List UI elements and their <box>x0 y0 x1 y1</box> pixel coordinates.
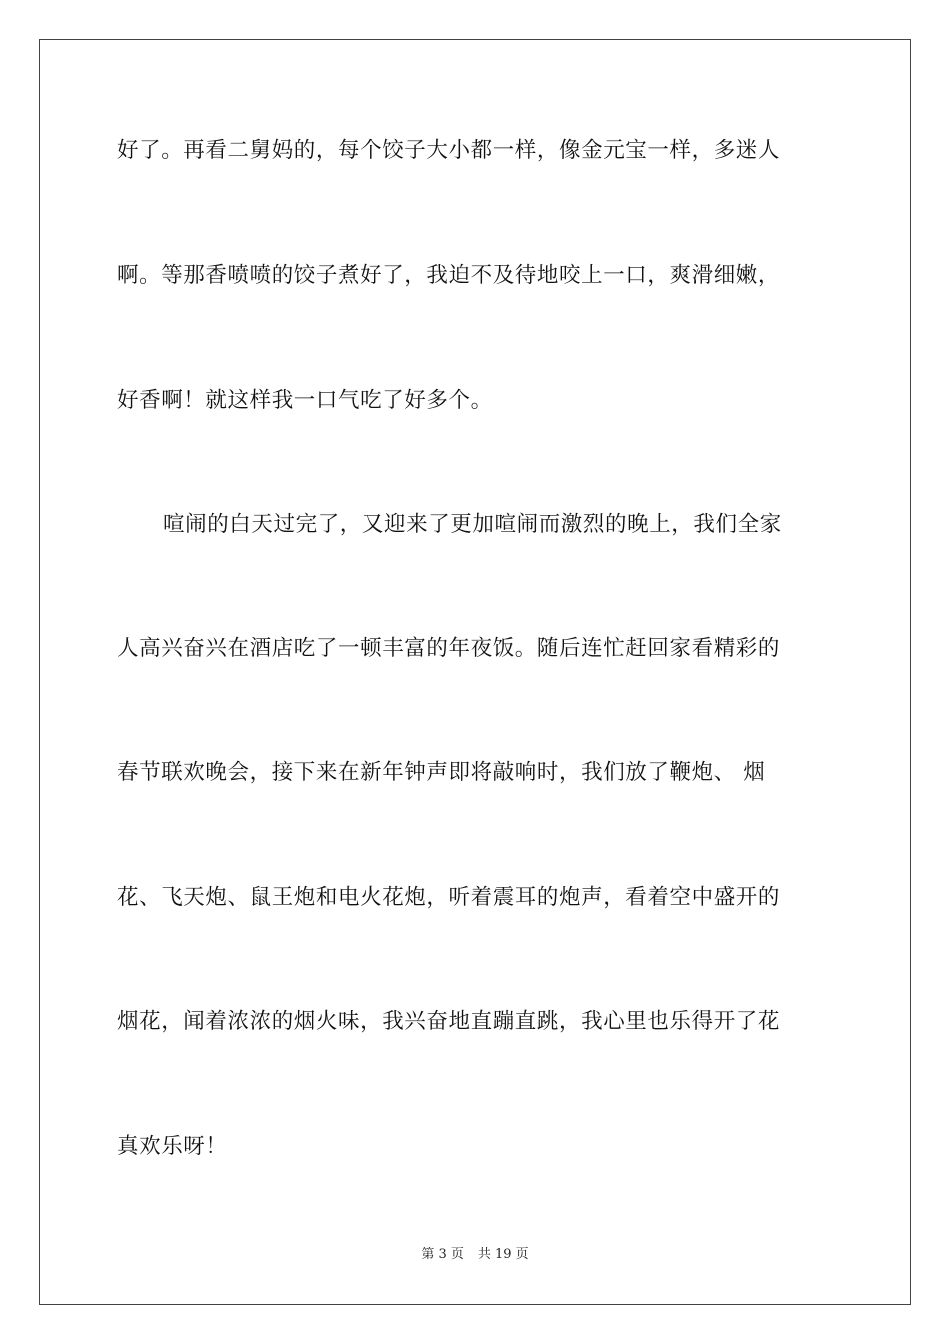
text-line: 真欢乐呀！ <box>117 1134 228 1159</box>
page-number: 第 3 页 <box>421 1247 464 1262</box>
page-border <box>39 39 911 1305</box>
text-line: 春节联欢晚会，接下来在新年钟声即将敲响时，我们放了鞭炮、 烟 <box>117 760 766 785</box>
text-line: 花、飞天炮、鼠王炮和电火花炮，听着震耳的炮声，看着空中盛开的 <box>117 885 781 910</box>
page-footer <box>0 1246 950 1264</box>
page-total: 共 19 页 <box>477 1247 529 1262</box>
text-line: 啊。等那香喷喷的饺子煮好了，我迫不及待地咬上一口，爽滑细嫩， <box>117 263 781 288</box>
paragraph-start-line: 喧闹的白天过完了，又迎来了更加喧闹而激烈的晚上，我们全家 <box>163 512 782 537</box>
text-line: 好香啊！就这样我一口气吃了好多个。 <box>117 388 493 413</box>
text-line: 人高兴奋兴在酒店吃了一顿丰富的年夜饭。随后连忙赶回家看精彩的 <box>117 636 781 661</box>
text-line: 烟花，闻着浓浓的烟火味，我兴奋地直蹦直跳，我心里也乐得开了花 <box>117 1009 781 1034</box>
text-line: 好了。再看二舅妈的，每个饺子大小都一样，像金元宝一样，多迷人 <box>117 138 781 163</box>
